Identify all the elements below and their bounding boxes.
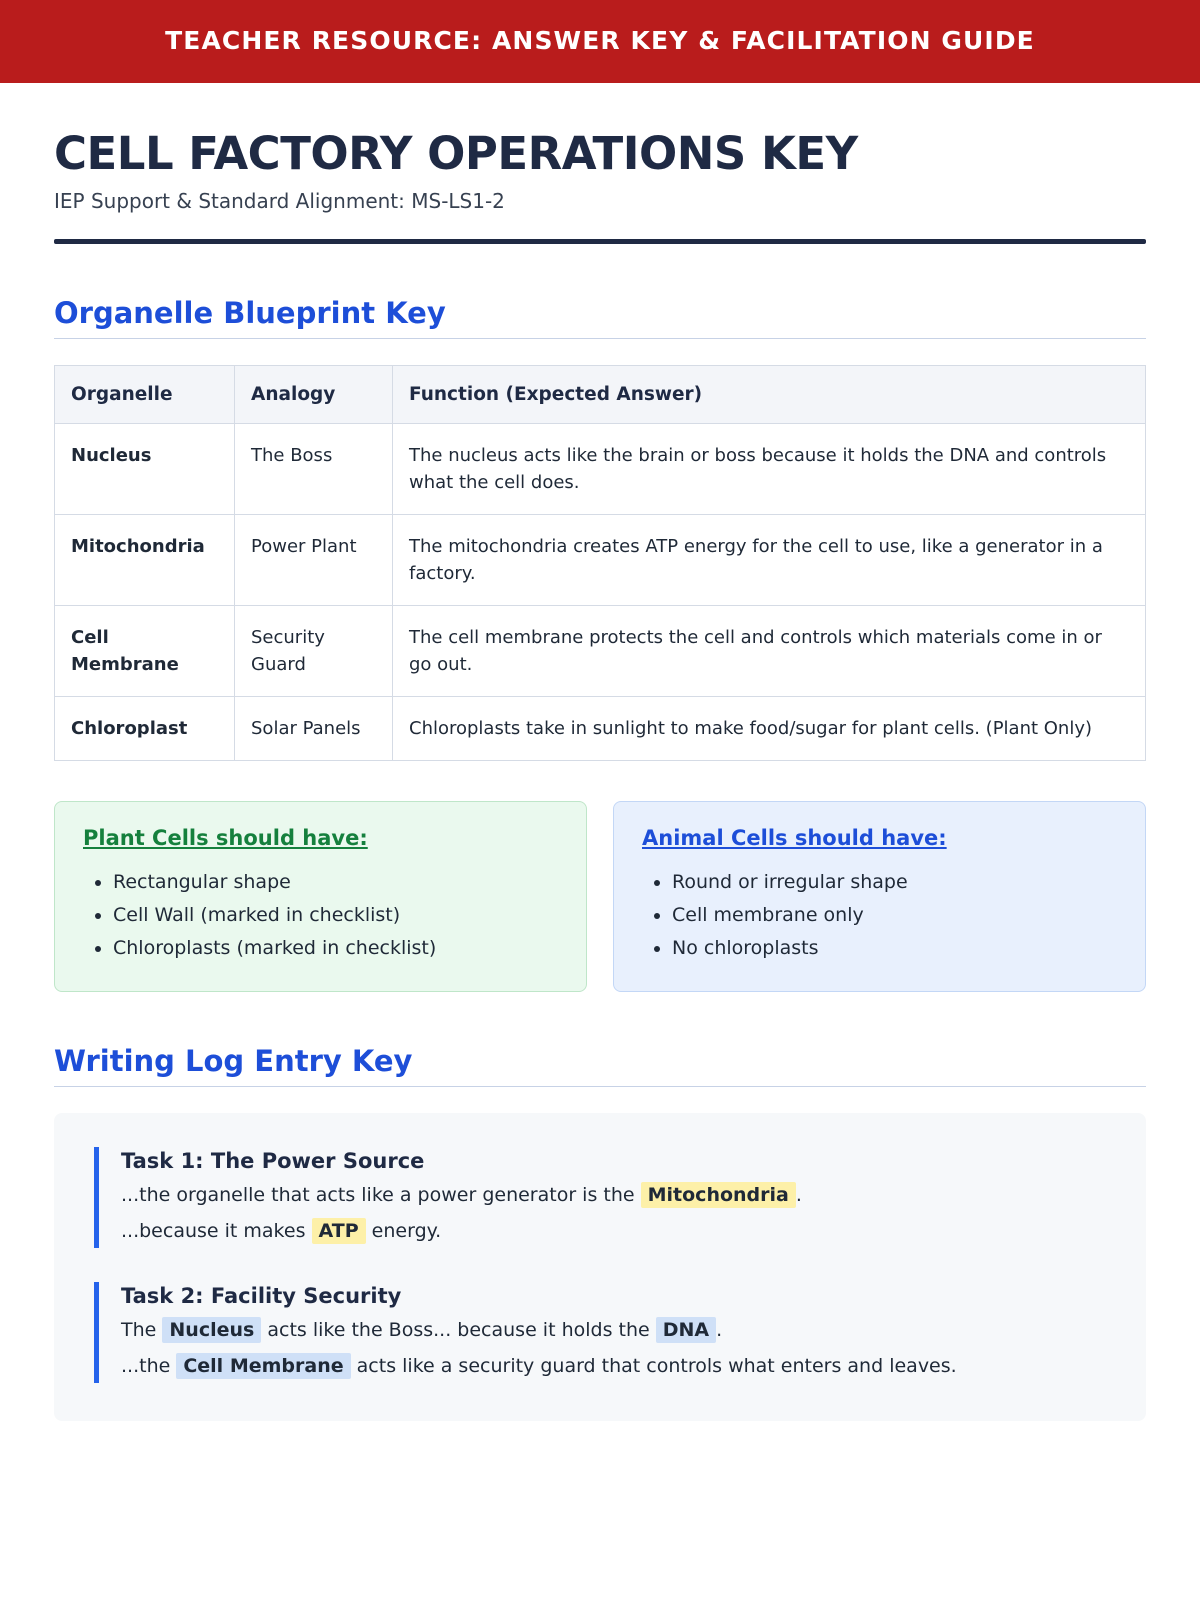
cell-analogy: Solar Panels — [235, 696, 393, 760]
answer-text-post: energy. — [365, 1219, 442, 1242]
task-answer-line — [121, 1181, 1106, 1210]
cell-organelle: Mitochondria — [55, 514, 235, 605]
list-item: • No chloroplasts — [672, 932, 1117, 965]
cell-function: The nucleus acts like the brain or boss because it holds the DNA and controls what the cell does. — [393, 423, 1146, 514]
answer-text-post: acts like a security guard that controls what enters and leaves. — [350, 1354, 957, 1377]
answer-highlight-cell-membrane: Cell Membrane — [176, 1353, 350, 1379]
organelle-key-table — [54, 365, 1146, 761]
document-body — [0, 83, 1200, 1461]
callout-plant-cells — [54, 801, 587, 993]
task-answer-line — [121, 1316, 1106, 1345]
cell-function: Chloroplasts take in sunlight to make food/sugar for plant cells. (Plant Only) — [393, 696, 1146, 760]
answer-highlight-nucleus: Nucleus — [162, 1317, 261, 1343]
section-title-writing-log: Writing Log Entry Key — [54, 1044, 413, 1079]
cell-function: The mitochondria creates ATP energy for the cell to use, like a generator in a factory. — [393, 514, 1146, 605]
callout-animal-cells — [613, 801, 1146, 993]
title-block — [54, 83, 1146, 244]
page-subtitle: IEP Support & Standard Alignment: MS-LS1-2 — [54, 188, 505, 213]
task-1-power-source — [94, 1147, 1106, 1248]
answer-highlight-atp: ATP — [312, 1218, 366, 1244]
teacher-resource-banner: TEACHER RESOURCE: ANSWER KEY & FACILITATION GUIDE — [0, 0, 1200, 83]
list-item: • Rectangular shape — [113, 866, 558, 899]
list-item: • Round or irregular shape — [672, 866, 1117, 899]
answer-highlight-mitochondria: Mitochondria — [641, 1182, 796, 1208]
cell-organelle: Nucleus — [55, 423, 235, 514]
table-row — [55, 605, 1146, 696]
plant-cell-list — [83, 866, 558, 966]
section-divider-blueprint — [54, 338, 1146, 339]
section-organelle-blueprint — [54, 296, 1146, 993]
column-header-function: Function (Expected Answer) — [393, 365, 1146, 423]
list-item: • Cell Wall (marked in checklist) — [113, 899, 558, 932]
section-divider-writing-log — [54, 1086, 1146, 1087]
list-item: • Cell membrane only — [672, 899, 1117, 932]
cell-analogy: The Boss — [235, 423, 393, 514]
table-row — [55, 514, 1146, 605]
page-title: CELL FACTORY OPERATIONS KEY — [54, 127, 858, 180]
section-title-blueprint: Organelle Blueprint Key — [54, 295, 446, 330]
table-header-row — [55, 365, 1146, 423]
animal-cell-list — [642, 866, 1117, 966]
task-heading: Task 2: Facility Security — [121, 1284, 402, 1309]
answer-text-mid: acts like the Boss... because it holds the — [261, 1319, 656, 1342]
column-header-analogy: Analogy — [235, 365, 393, 423]
table-row — [55, 696, 1146, 760]
column-header-organelle: Organelle — [55, 365, 235, 423]
answer-text-pre: ...the organelle that acts like a power generator is the — [121, 1184, 641, 1207]
callout-title-plant: Plant Cells should have: — [83, 825, 368, 850]
cell-type-callouts — [54, 801, 1146, 993]
callout-title-animal: Animal Cells should have: — [642, 825, 947, 850]
answer-text-pre: ...because it makes — [121, 1219, 312, 1242]
answer-text-pre: ...the — [121, 1354, 177, 1377]
answer-highlight-dna: DNA — [656, 1317, 716, 1343]
task-answer-line — [121, 1352, 1106, 1381]
list-item: • Chloroplasts (marked in checklist) — [113, 932, 558, 965]
section-writing-log — [54, 1044, 1146, 1421]
cell-analogy: Security Guard — [235, 605, 393, 696]
task-answer-line — [121, 1217, 1106, 1246]
answer-text-pre: The — [121, 1319, 163, 1342]
cell-analogy: Power Plant — [235, 514, 393, 605]
task-2-facility-security — [94, 1282, 1106, 1383]
writing-log-panel — [54, 1113, 1146, 1421]
cell-organelle: Cell Membrane — [55, 605, 235, 696]
cell-function: The cell membrane protects the cell and controls which materials come in or go out. — [393, 605, 1146, 696]
answer-text-post: . — [795, 1184, 802, 1207]
cell-organelle: Chloroplast — [55, 696, 235, 760]
table-row — [55, 423, 1146, 514]
answer-text-post: . — [716, 1319, 723, 1342]
task-heading: Task 1: The Power Source — [121, 1149, 425, 1174]
title-divider — [54, 239, 1146, 244]
